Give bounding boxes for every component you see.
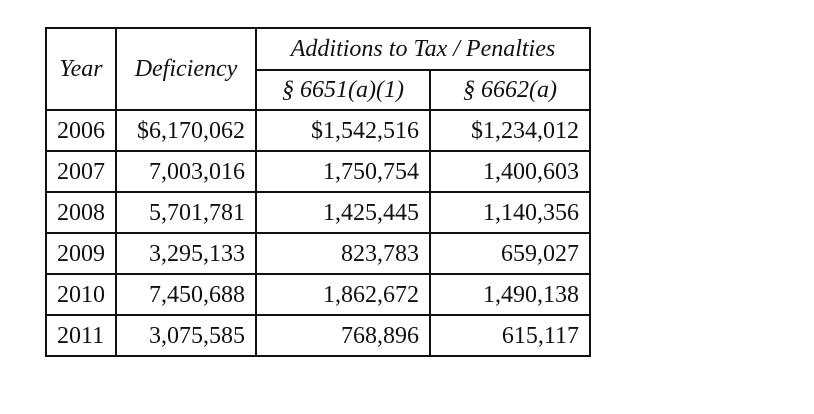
cell-year: 2010 — [46, 274, 116, 315]
table-body — [46, 110, 590, 356]
table-row — [46, 110, 590, 151]
cell-year: 2011 — [46, 315, 116, 356]
table-row — [46, 151, 590, 192]
header-section-6651: § 6651(a)(1) — [256, 70, 430, 110]
header-year: Year — [46, 28, 116, 110]
cell-section-6651: 823,783 — [256, 233, 430, 274]
cell-section-6662: 1,400,603 — [430, 151, 590, 192]
header-additions-group: Additions to Tax / Penalties — [256, 28, 590, 70]
table-row — [46, 315, 590, 356]
cell-section-6662: 615,117 — [430, 315, 590, 356]
header-deficiency: Deficiency — [116, 28, 256, 110]
cell-deficiency: 7,450,688 — [116, 274, 256, 315]
table-header — [46, 28, 590, 110]
cell-section-6662: 1,490,138 — [430, 274, 590, 315]
cell-year: 2006 — [46, 110, 116, 151]
cell-year: 2009 — [46, 233, 116, 274]
cell-deficiency: 7,003,016 — [116, 151, 256, 192]
cell-deficiency: 3,295,133 — [116, 233, 256, 274]
cell-section-6651: 768,896 — [256, 315, 430, 356]
cell-section-6651: 1,862,672 — [256, 274, 430, 315]
cell-section-6651: 1,750,754 — [256, 151, 430, 192]
table-row — [46, 233, 590, 274]
cell-year: 2007 — [46, 151, 116, 192]
table-row — [46, 274, 590, 315]
cell-section-6651: 1,425,445 — [256, 192, 430, 233]
cell-section-6662: $1,234,012 — [430, 110, 590, 151]
header-section-6662: § 6662(a) — [430, 70, 590, 110]
tax-deficiency-table — [45, 27, 591, 357]
cell-year: 2008 — [46, 192, 116, 233]
cell-section-6662: 659,027 — [430, 233, 590, 274]
cell-section-6651: $1,542,516 — [256, 110, 430, 151]
cell-deficiency: 3,075,585 — [116, 315, 256, 356]
cell-deficiency: $6,170,062 — [116, 110, 256, 151]
cell-deficiency: 5,701,781 — [116, 192, 256, 233]
cell-section-6662: 1,140,356 — [430, 192, 590, 233]
table-row — [46, 192, 590, 233]
